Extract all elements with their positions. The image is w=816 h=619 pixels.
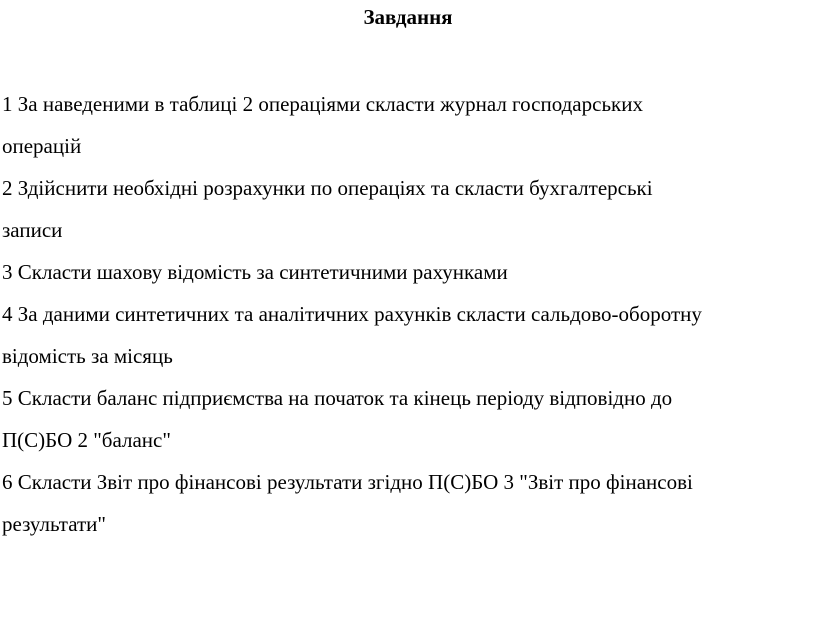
document-title: Завдання — [363, 5, 453, 29]
task-6-line-2: результати" — [2, 512, 106, 536]
task-6-line-1: 6 Скласти Звіт про фінансові результати згідно П(С)БО 3 "Звіт про фінансові — [2, 470, 693, 494]
task-4-line-2: відомість за місяць — [2, 344, 173, 368]
task-1-line-2: операцій — [2, 134, 82, 158]
task-list — [2, 83, 816, 545]
task-5-line-2: П(С)БО 2 "баланс" — [2, 428, 171, 452]
task-2-line-1: 2 Здійснити необхідні розрахунки по операціях та скласти бухгалтерські — [2, 176, 653, 200]
task-5-line-1: 5 Скласти баланс підприємства на початок та кінець періоду відповідно до — [2, 386, 673, 410]
task-4-line-1: 4 За даними синтетичних та аналітичних рахунків скласти сальдово-оборотну — [2, 302, 702, 326]
task-3-line-1: 3 Скласти шахову відомість за синтетичними рахунками — [2, 260, 508, 284]
task-1-line-1: 1 За наведеними в таблиці 2 операціями скласти журнал господарських — [2, 92, 643, 116]
task-2-line-2: записи — [2, 218, 63, 242]
